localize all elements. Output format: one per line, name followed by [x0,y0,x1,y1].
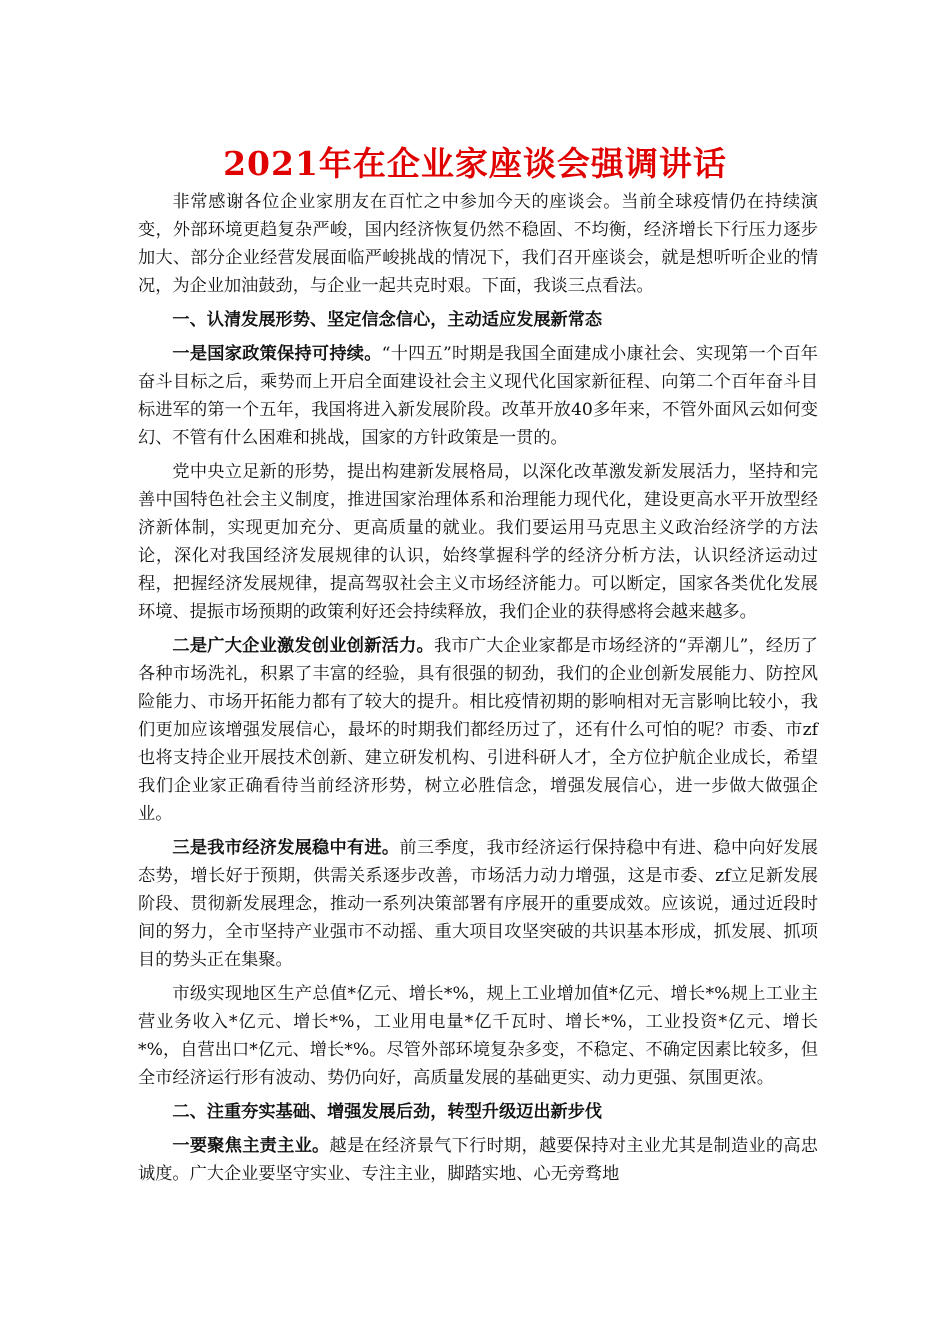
paragraph-6 [138,1132,818,1188]
paragraph-4-text: 前三季度，我市经济运行保持稳中有进、稳中向好发展态势，增长好于预期，供需关系逐步改善，市场活力动力增强，这是市委、zf立足新发展阶段、贯彻新发展理念，推动一系列决策部署有序展开的重要成效。应该说，通过近段时间的努力，全市坚持产业强市不动摇、重大项目攻坚突破的共识基本形成，抓发展、抓项目的势头正在集聚。 [138,838,818,970]
paragraph-6-lead: 一要聚焦主责主业。 [172,1136,330,1156]
paragraph-1 [138,340,818,452]
paragraph-5: 市级实现地区生产总值*亿元、增长*%，规上工业增加值*亿元、增长*%规上工业主营业务收入*亿元、增长*%，工业用电量*亿千瓦时、增长*%，工业投资*亿元、增长*%，自营出口*亿元、增长*%。尽管外部环境复杂多变，不稳定、不确定因素比较多，但全市经济运行形有波动、势仍向好，高质量发展的基础更实、动力更强、氛围更浓。 [138,984,818,1088]
paragraph-1-lead: 一是国家政策保持可持续。 [172,344,382,364]
paragraph-3 [138,632,818,828]
paragraph-4-lead: 三是我市经济发展稳中有进。 [172,838,400,858]
paragraph-3-text: 我市广大企业家都是市场经济的“弄潮儿”，经历了各种市场洗礼，积累了丰富的经验，具有很强的韧劲，我们的企业创新发展能力、防控风险能力、市场开拓能力都有了较大的提升。相比疫情初期的影响相对无言影响比较小，我们更加应该增强发展信心，最坏的时期我们都经历过了，还有什么可怕的呢？市委、市zf也将支持企业开展技术创新、建立研发机构、引进科研人才，全方位护航企业成长，希望我们企业家正确看待当前经济形势，树立必胜信念，增强发展信心，进一步做大做强企业。 [138,636,818,824]
paragraph-1-text: “十四五”时期是我国全面建成小康社会、实现第一个百年奋斗目标之后，乘势而上开启全面建设社会主义现代化国家新征程、向第二个百年奋斗目标进军的第一个五年，我国将进入新发展阶段。改革开放40多年来，不管外面风云如何变幻、不管有什么困难和挑战，国家的方针政策是一贯的。 [138,344,818,448]
paragraph-6-text: 越是在经济景气下行时期，越要保持对主业尤其是制造业的高忠诚度。广大企业要坚守实业、专注主业，脚踏实地、心无旁骛地 [138,1136,818,1184]
document-title: 2021年在企业家座谈会强调讲话 [223,144,727,183]
paragraph-3-lead: 二是广大企业激发创业创新活力。 [172,636,434,656]
document-body [138,188,818,1194]
paragraph-4 [138,834,818,974]
section-2-heading: 二、注重夯实基础、增强发展后劲，转型升级迈出新步伐 [172,1102,603,1122]
paragraph-2: 党中央立足新的形势，提出构建新发展格局，以深化改革激发新发展活力，坚持和完善中国特色社会主义制度，推进国家治理体系和治理能力现代化，建设更高水平开放型经济新体制，实现更加充分、更高质量的就业。我们要运用马克思主义政治经济学的方法论，深化对我国经济发展规律的认识，始终掌握科学的经济分析方法，认识经济运动过程，把握经济发展规律，提高驾驭社会主义市场经济能力。可以断定，国家各类优化发展环境、提振市场预期的政策利好还会持续释放，我们企业的获得感将会越来越多。 [138,462,818,622]
intro-paragraph: 非常感谢各位企业家朋友在百忙之中参加今天的座谈会。当前全球疫情仍在持续演变，外部环境更趋复杂严峻，国内经济恢复仍然不稳固、不均衡，经济增长下行压力逐步加大、部分企业经营发展面临严峻挑战的情况下，我们召开座谈会，就是想听听企业的情况，为企业加油鼓劲，与企业一起共克时艰。下面，我谈三点看法。 [138,192,818,296]
section-1-heading: 一、认清发展形势、坚定信念信心，主动适应发展新常态 [172,310,603,330]
